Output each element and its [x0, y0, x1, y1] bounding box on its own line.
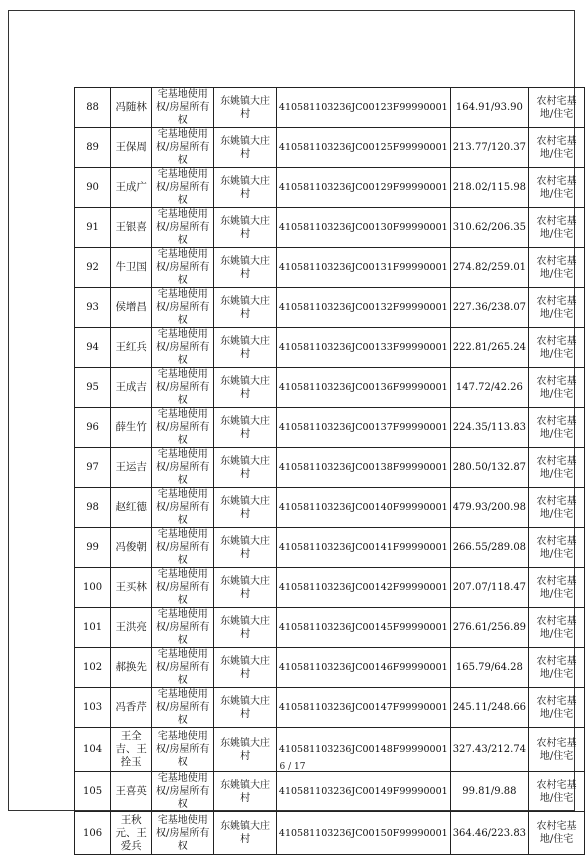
usage-cell: 农村宅基地/住宅: [529, 88, 585, 128]
location-cell: 东姚镇大庄村: [214, 288, 277, 328]
owner-name-cell: 王红兵: [111, 328, 152, 368]
unit-code-cell: 410581103236JC00130F99990001: [276, 208, 450, 248]
area-cell: 276.61/256.89: [450, 608, 528, 648]
right-type-cell: 宅基地使用权/房屋所有权: [152, 448, 214, 488]
usage-cell: 农村宅基地/住宅: [529, 568, 585, 608]
table-row: [75, 248, 585, 288]
registration-table: [74, 87, 585, 855]
table-row: [75, 408, 585, 448]
right-type-cell: 宅基地使用权/房屋所有权: [152, 488, 214, 528]
area-cell: 207.07/118.47: [450, 568, 528, 608]
unit-code-cell: 410581103236JC00136F99990001: [276, 368, 450, 408]
location-cell: 东姚镇大庄村: [214, 128, 277, 168]
area-cell: 364.46/223.83: [450, 812, 528, 855]
location-cell: 东姚镇大庄村: [214, 728, 277, 772]
table-row: [75, 328, 585, 368]
owner-name-cell: 王成吉: [111, 368, 152, 408]
table-row: [75, 168, 585, 208]
table-row: [75, 688, 585, 728]
table-row: [75, 368, 585, 408]
usage-cell: 农村宅基地/住宅: [529, 772, 585, 812]
location-cell: 东姚镇大庄村: [214, 528, 277, 568]
row-number-cell: 101: [75, 608, 111, 648]
owner-name-cell: 赵红德: [111, 488, 152, 528]
area-cell: 99.81/9.88: [450, 772, 528, 812]
usage-cell: 农村宅基地/住宅: [529, 208, 585, 248]
location-cell: 东姚镇大庄村: [214, 328, 277, 368]
unit-code-cell: 410581103236JC00132F99990001: [276, 288, 450, 328]
unit-code-cell: 410581103236JC00148F99990001: [276, 728, 450, 772]
unit-code-cell: 410581103236JC00123F99990001: [276, 88, 450, 128]
location-cell: 东姚镇大庄村: [214, 688, 277, 728]
usage-cell: 农村宅基地/住宅: [529, 812, 585, 855]
unit-code-cell: 410581103236JC00129F99990001: [276, 168, 450, 208]
area-cell: 266.55/289.08: [450, 528, 528, 568]
right-type-cell: 宅基地使用权/房屋所有权: [152, 208, 214, 248]
table-row: [75, 288, 585, 328]
usage-cell: 农村宅基地/住宅: [529, 608, 585, 648]
unit-code-cell: 410581103236JC00149F99990001: [276, 772, 450, 812]
right-type-cell: 宅基地使用权/房屋所有权: [152, 368, 214, 408]
right-type-cell: 宅基地使用权/房屋所有权: [152, 528, 214, 568]
location-cell: 东姚镇大庄村: [214, 408, 277, 448]
area-cell: 479.93/200.98: [450, 488, 528, 528]
right-type-cell: 宅基地使用权/房屋所有权: [152, 772, 214, 812]
row-number-cell: 94: [75, 328, 111, 368]
right-type-cell: 宅基地使用权/房屋所有权: [152, 812, 214, 855]
area-cell: 218.02/115.98: [450, 168, 528, 208]
location-cell: 东姚镇大庄村: [214, 648, 277, 688]
unit-code-cell: 410581103236JC00131F99990001: [276, 248, 450, 288]
location-cell: 东姚镇大庄村: [214, 488, 277, 528]
usage-cell: 农村宅基地/住宅: [529, 328, 585, 368]
owner-name-cell: 王秋元、王爱兵: [111, 812, 152, 855]
location-cell: 东姚镇大庄村: [214, 208, 277, 248]
owner-name-cell: 牛卫国: [111, 248, 152, 288]
table-row: [75, 568, 585, 608]
right-type-cell: 宅基地使用权/房屋所有权: [152, 568, 214, 608]
right-type-cell: 宅基地使用权/房屋所有权: [152, 408, 214, 448]
table-row: [75, 128, 585, 168]
right-type-cell: 宅基地使用权/房屋所有权: [152, 688, 214, 728]
table-row: [75, 648, 585, 688]
unit-code-cell: 410581103236JC00138F99990001: [276, 448, 450, 488]
owner-name-cell: 王洪亮: [111, 608, 152, 648]
right-type-cell: 宅基地使用权/房屋所有权: [152, 248, 214, 288]
location-cell: 东姚镇大庄村: [214, 812, 277, 855]
row-number-cell: 93: [75, 288, 111, 328]
area-cell: 327.43/212.74: [450, 728, 528, 772]
table-row: [75, 488, 585, 528]
area-cell: 310.62/206.35: [450, 208, 528, 248]
area-cell: 280.50/132.87: [450, 448, 528, 488]
row-number-cell: 96: [75, 408, 111, 448]
owner-name-cell: 郝换先: [111, 648, 152, 688]
right-type-cell: 宅基地使用权/房屋所有权: [152, 168, 214, 208]
owner-name-cell: 王买林: [111, 568, 152, 608]
owner-name-cell: 王银喜: [111, 208, 152, 248]
page-number: 6 / 17: [279, 762, 306, 772]
table-row: [75, 772, 585, 812]
row-number-cell: 97: [75, 448, 111, 488]
owner-name-cell: 王成广: [111, 168, 152, 208]
row-number-cell: 105: [75, 772, 111, 812]
owner-name-cell: 冯俊朝: [111, 528, 152, 568]
owner-name-cell: 王全吉、王拴玉: [111, 728, 152, 772]
usage-cell: 农村宅基地/住宅: [529, 648, 585, 688]
unit-code-cell: 410581103236JC00150F99990001: [276, 812, 450, 855]
location-cell: 东姚镇大庄村: [214, 168, 277, 208]
location-cell: 东姚镇大庄村: [214, 88, 277, 128]
owner-name-cell: 王保周: [111, 128, 152, 168]
unit-code-cell: 410581103236JC00145F99990001: [276, 608, 450, 648]
area-cell: 147.72/42.26: [450, 368, 528, 408]
table-body: [75, 88, 585, 855]
row-number-cell: 98: [75, 488, 111, 528]
owner-name-cell: 王喜英: [111, 772, 152, 812]
right-type-cell: 宅基地使用权/房屋所有权: [152, 728, 214, 772]
unit-code-cell: 410581103236JC00125F99990001: [276, 128, 450, 168]
table-row: [75, 812, 585, 855]
area-cell: 227.36/238.07: [450, 288, 528, 328]
usage-cell: 农村宅基地/住宅: [529, 728, 585, 772]
location-cell: 东姚镇大庄村: [214, 772, 277, 812]
location-cell: 东姚镇大庄村: [214, 248, 277, 288]
owner-name-cell: 王运吉: [111, 448, 152, 488]
unit-code-cell: 410581103236JC00142F99990001: [276, 568, 450, 608]
usage-cell: 农村宅基地/住宅: [529, 448, 585, 488]
row-number-cell: 99: [75, 528, 111, 568]
location-cell: 东姚镇大庄村: [214, 448, 277, 488]
table-row: [75, 88, 585, 128]
area-cell: 213.77/120.37: [450, 128, 528, 168]
row-number-cell: 92: [75, 248, 111, 288]
unit-code-cell: 410581103236JC00146F99990001: [276, 648, 450, 688]
table-row: [75, 208, 585, 248]
right-type-cell: 宅基地使用权/房屋所有权: [152, 88, 214, 128]
usage-cell: 农村宅基地/住宅: [529, 168, 585, 208]
location-cell: 东姚镇大庄村: [214, 608, 277, 648]
row-number-cell: 106: [75, 812, 111, 855]
row-number-cell: 90: [75, 168, 111, 208]
area-cell: 222.81/265.24: [450, 328, 528, 368]
row-number-cell: 104: [75, 728, 111, 772]
row-number-cell: 88: [75, 88, 111, 128]
row-number-cell: 91: [75, 208, 111, 248]
unit-code-cell: 410581103236JC00137F99990001: [276, 408, 450, 448]
area-cell: 164.91/93.90: [450, 88, 528, 128]
unit-code-cell: 410581103236JC00141F99990001: [276, 528, 450, 568]
usage-cell: 农村宅基地/住宅: [529, 368, 585, 408]
owner-name-cell: 侯增昌: [111, 288, 152, 328]
area-cell: 224.35/113.83: [450, 408, 528, 448]
usage-cell: 农村宅基地/住宅: [529, 288, 585, 328]
table-row: [75, 528, 585, 568]
right-type-cell: 宅基地使用权/房屋所有权: [152, 288, 214, 328]
right-type-cell: 宅基地使用权/房屋所有权: [152, 128, 214, 168]
area-cell: 165.79/64.28: [450, 648, 528, 688]
unit-code-cell: 410581103236JC00140F99990001: [276, 488, 450, 528]
row-number-cell: 100: [75, 568, 111, 608]
row-number-cell: 89: [75, 128, 111, 168]
location-cell: 东姚镇大庄村: [214, 568, 277, 608]
row-number-cell: 102: [75, 648, 111, 688]
right-type-cell: 宅基地使用权/房屋所有权: [152, 328, 214, 368]
right-type-cell: 宅基地使用权/房屋所有权: [152, 608, 214, 648]
row-number-cell: 95: [75, 368, 111, 408]
usage-cell: 农村宅基地/住宅: [529, 528, 585, 568]
area-cell: 245.11/248.66: [450, 688, 528, 728]
table-row: [75, 608, 585, 648]
owner-name-cell: 冯香芹: [111, 688, 152, 728]
unit-code-cell: 410581103236JC00147F99990001: [276, 688, 450, 728]
table-row: [75, 448, 585, 488]
unit-code-cell: 410581103236JC00133F99990001: [276, 328, 450, 368]
owner-name-cell: 薛生竹: [111, 408, 152, 448]
location-cell: 东姚镇大庄村: [214, 368, 277, 408]
usage-cell: 农村宅基地/住宅: [529, 688, 585, 728]
usage-cell: 农村宅基地/住宅: [529, 248, 585, 288]
usage-cell: 农村宅基地/住宅: [529, 408, 585, 448]
right-type-cell: 宅基地使用权/房屋所有权: [152, 648, 214, 688]
area-cell: 274.82/259.01: [450, 248, 528, 288]
usage-cell: 农村宅基地/住宅: [529, 488, 585, 528]
usage-cell: 农村宅基地/住宅: [529, 128, 585, 168]
row-number-cell: 103: [75, 688, 111, 728]
owner-name-cell: 冯随林: [111, 88, 152, 128]
